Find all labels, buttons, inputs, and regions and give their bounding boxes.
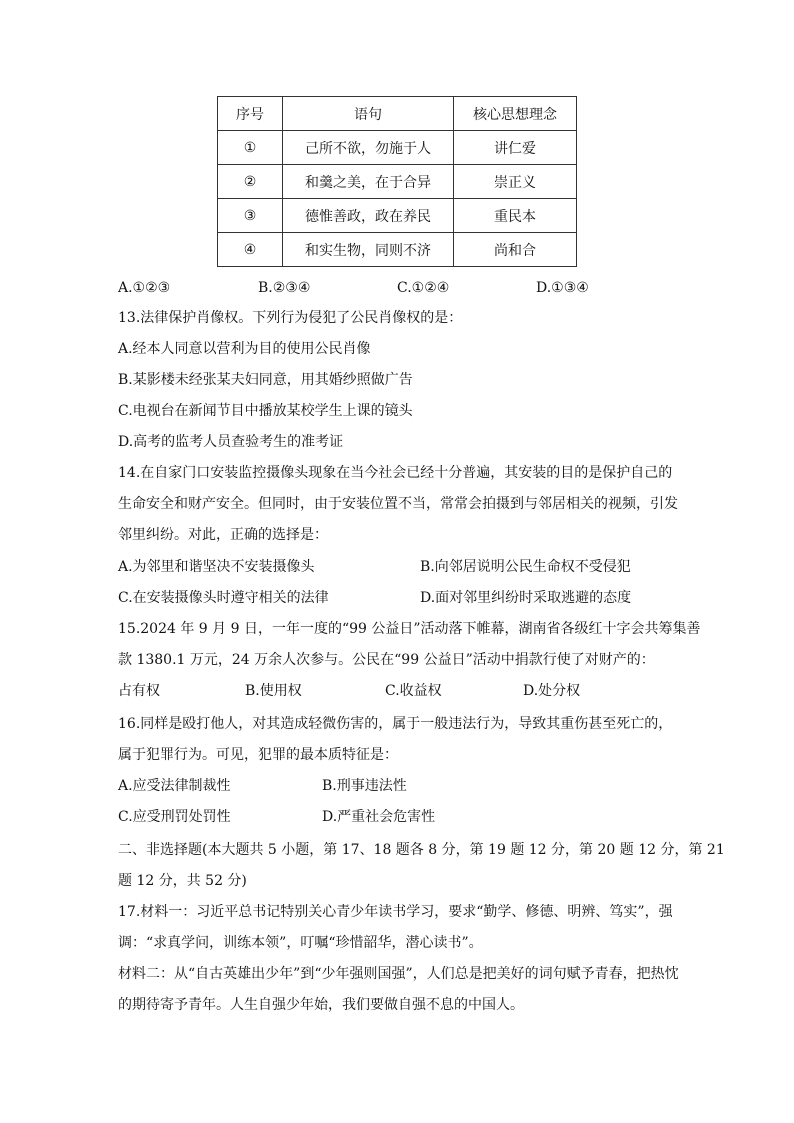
q16-stem-line: 16.同样是殴打他人，对其造成轻微伤害的，属于一般违法行为，导致其重伤甚至死亡的， [118, 716, 673, 732]
q16-option-a: A.应受法律制裁性 [118, 778, 231, 794]
table-header-row [218, 97, 577, 131]
table-header: 核心思想理念 [454, 97, 577, 131]
q16-stem-line: 属于犯罪行为。可见，犯罪的最本质特征是： [118, 747, 398, 763]
q15-stem-line: 15.2024 年 9 月 9 日，一年一度的“99 公益日”活动落下帷幕，湖南省各级红十字会共筹集善 [118, 621, 701, 637]
q13-stem: 13.法律保护肖像权。下列行为侵犯了公民肖像权的是： [118, 310, 463, 326]
table-header: 语句 [283, 97, 454, 131]
q15-option-b: B.使用权 [245, 683, 302, 699]
q17-line: 17.材料一：习近平总书记特别关心青少年读书学习，要求“勤学、修德、明辨、笃实”，强 [118, 904, 673, 920]
q16-option-d: D.严重社会危害性 [322, 809, 436, 825]
idea-table [217, 96, 577, 267]
table-row [218, 165, 577, 199]
table-cell: 己所不欲，勿施于人 [283, 131, 454, 165]
q15-option-d: D.处分权 [523, 683, 581, 699]
q13-option-b: B.某影楼未经张某夫妇同意，用其婚纱照做广告 [118, 372, 413, 388]
q14-stem-line: 邻里纠纷。对此，正确的选择是： [118, 527, 328, 543]
q17-line: 调：“求真学问，训练本领”，叮嘱“珍惜韶华，潜心读书”。 [118, 935, 483, 951]
q13-option-d: D.高考的监考人员查验考生的准考证 [118, 434, 344, 450]
q14-option-d: D.面对邻里纠纷时采取逃避的态度 [420, 590, 632, 606]
q14-option-a: A.为邻里和谐坚决不安装摄像头 [118, 559, 315, 575]
q16-option-c: C.应受刑罚处罚性 [118, 809, 231, 825]
table-cell: 尚和合 [454, 233, 577, 267]
table-cell: 讲仁爱 [454, 131, 577, 165]
q12-option-d: D.①③④ [536, 280, 589, 296]
q17-line: 的期待寄予青年。人生自强少年始，我们要做自强不息的中国人。 [118, 997, 524, 1013]
table-cell: ① [218, 131, 283, 165]
q12-option-b: B.②③④ [258, 280, 311, 296]
q12-option-c: C.①②④ [397, 280, 450, 296]
table-header: 序号 [218, 97, 283, 131]
q14-stem-line: 14.在自家门口安装监控摄像头现象在当今社会已经十分普遍，其安装的目的是保护自己的 [118, 465, 673, 481]
q13-option-a: A.经本人同意以营利为目的使用公民肖像 [118, 341, 371, 357]
section2-heading-line: 二、非选择题(本大题共 5 小题，第 17、18 题各 8 分，第 19 题 12 分，第 20 题 12 分，第 21 [118, 842, 725, 858]
table-cell: 崇正义 [454, 165, 577, 199]
q17-line: 材料二：从“自古英雄出少年”到“少年强则国强”，人们总是把美好的词句赋予青春，把热忱 [118, 966, 679, 982]
q15-stem-line: 款 1380.1 万元，24 万余人次参与。公民在“99 公益日”活动中捐款行使了对财产的： [118, 652, 655, 668]
q14-option-c: C.在安装摄像头时遵守相关的法律 [118, 590, 329, 606]
table-row [218, 131, 577, 165]
q16-option-b: B.刑事违法性 [322, 778, 407, 794]
q14-option-b: B.向邻居说明公民生命权不受侵犯 [420, 559, 631, 575]
table-cell: 和羹之美，在于合异 [283, 165, 454, 199]
q13-option-c: C.电视台在新闻节目中播放某校学生上课的镜头 [118, 403, 413, 419]
table-cell: ③ [218, 199, 283, 233]
table-cell: 重民本 [454, 199, 577, 233]
section2-heading-line: 题 12 分，共 52 分) [118, 873, 247, 889]
q15-option-c: C.收益权 [385, 683, 442, 699]
q15-option-a: 占有权 [118, 683, 160, 699]
table-cell: ④ [218, 233, 283, 267]
table-cell: ② [218, 165, 283, 199]
table-cell: 和实生物，同则不济 [283, 233, 454, 267]
table-row [218, 233, 577, 267]
table-cell: 德惟善政，政在养民 [283, 199, 454, 233]
table-row [218, 199, 577, 233]
q14-stem-line: 生命安全和财产安全。但同时，由于安装位置不当，常常会拍摄到与邻居相关的视频，引发 [118, 496, 678, 512]
q12-option-a: A.①②③ [118, 280, 171, 296]
